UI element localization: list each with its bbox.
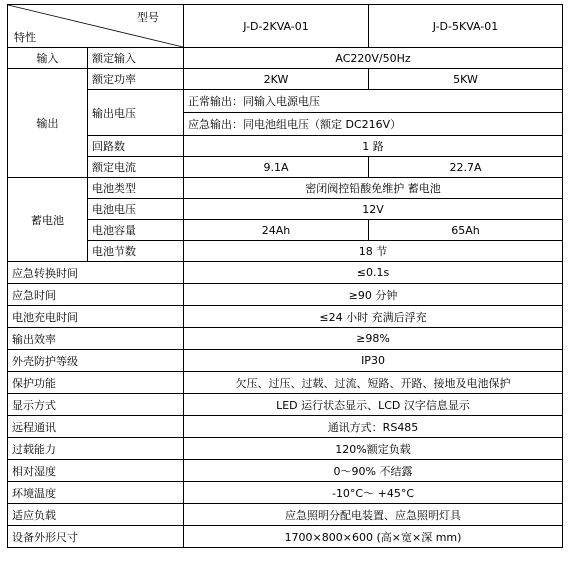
row-label: 相对湿度 (8, 460, 184, 482)
table-row (8, 482, 563, 504)
row-label: 额定功率 (88, 69, 184, 90)
row-label: 显示方式 (8, 394, 184, 416)
table-row (8, 438, 563, 460)
row-value: -10°C～ +45°C (184, 482, 563, 504)
table-row (8, 306, 563, 328)
row-value: 9.1A (184, 157, 369, 178)
table-row (8, 90, 563, 113)
row-label: 输出电压 (88, 90, 184, 136)
table-row (8, 372, 563, 394)
header-row (8, 5, 563, 48)
row-label: 设备外形尺寸 (8, 526, 184, 548)
row-value: 12V (184, 199, 563, 220)
table-row (8, 526, 563, 548)
row-value: 2KW (184, 69, 369, 90)
row-value: ≥90 分钟 (184, 284, 563, 306)
row-value: ≥98% (184, 328, 563, 350)
table-row (8, 394, 563, 416)
row-value: 5KW (369, 69, 563, 90)
model-label: 型号 (137, 11, 159, 24)
row-label: 回路数 (88, 136, 184, 157)
row-label: 输出效率 (8, 328, 184, 350)
row-label: 电池容量 (88, 220, 184, 241)
table-row (8, 504, 563, 526)
row-label: 电池类型 (88, 178, 184, 199)
row-value: 通讯方式：RS485 (184, 416, 563, 438)
row-value: 应急照明分配电装置、应急照明灯具 (184, 504, 563, 526)
table-row (8, 350, 563, 372)
row-value: 120%额定负载 (184, 438, 563, 460)
row-label: 额定输入 (88, 48, 184, 69)
row-label: 应急时间 (8, 284, 184, 306)
row-label: 电池电压 (88, 199, 184, 220)
row-label: 保护功能 (8, 372, 184, 394)
group-label: 输入 (8, 48, 88, 69)
table-row (8, 284, 563, 306)
table-row (8, 328, 563, 350)
table-row (8, 460, 563, 482)
row-value: 22.7A (369, 157, 563, 178)
row-value: 1700×800×600 (高×宽×深 mm) (184, 526, 563, 548)
row-value: AC220V/50Hz (184, 48, 563, 69)
row-label: 额定电流 (88, 157, 184, 178)
row-value: 欠压、过压、过载、过流、短路、开路、接地及电池保护 (184, 372, 563, 394)
table-row (8, 157, 563, 178)
row-value: 1 路 (184, 136, 563, 157)
table-row (8, 136, 563, 157)
row-label: 电池充电时间 (8, 306, 184, 328)
header-diagonal-cell (8, 5, 184, 48)
row-label: 过载能力 (8, 438, 184, 460)
table-row (8, 48, 563, 69)
table-row (8, 69, 563, 90)
row-value: 18 节 (184, 241, 563, 262)
row-value: IP30 (184, 350, 563, 372)
row-value: 应急输出：同电池组电压（额定 DC216V） (184, 113, 563, 136)
row-value: 正常输出：同输入电源电压 (184, 90, 563, 113)
row-value: ≤0.1s (184, 262, 563, 284)
spec-table (7, 4, 563, 548)
row-value: 0～90% 不结露 (184, 460, 563, 482)
table-row (8, 241, 563, 262)
table-row (8, 178, 563, 199)
model-name: J-D-2KVA-01 (184, 5, 369, 48)
row-label: 电池节数 (88, 241, 184, 262)
row-label: 适应负载 (8, 504, 184, 526)
row-value: ≤24 小时 充满后浮充 (184, 306, 563, 328)
table-row (8, 416, 563, 438)
model-name: J-D-5KVA-01 (369, 5, 563, 48)
row-value: LED 运行状态显示、LCD 汉字信息显示 (184, 394, 563, 416)
row-label: 远程通讯 (8, 416, 184, 438)
row-label: 外壳防护等级 (8, 350, 184, 372)
feature-label: 特性 (14, 31, 36, 44)
table-row (8, 262, 563, 284)
row-value: 密闭阀控铅酸免维护 蓄电池 (184, 178, 563, 199)
group-label: 蓄电池 (8, 178, 88, 262)
row-label: 环境温度 (8, 482, 184, 504)
row-label: 应急转换时间 (8, 262, 184, 284)
table-row (8, 220, 563, 241)
row-value: 24Ah (184, 220, 369, 241)
table-row (8, 199, 563, 220)
row-value: 65Ah (369, 220, 563, 241)
group-label: 输出 (8, 69, 88, 178)
